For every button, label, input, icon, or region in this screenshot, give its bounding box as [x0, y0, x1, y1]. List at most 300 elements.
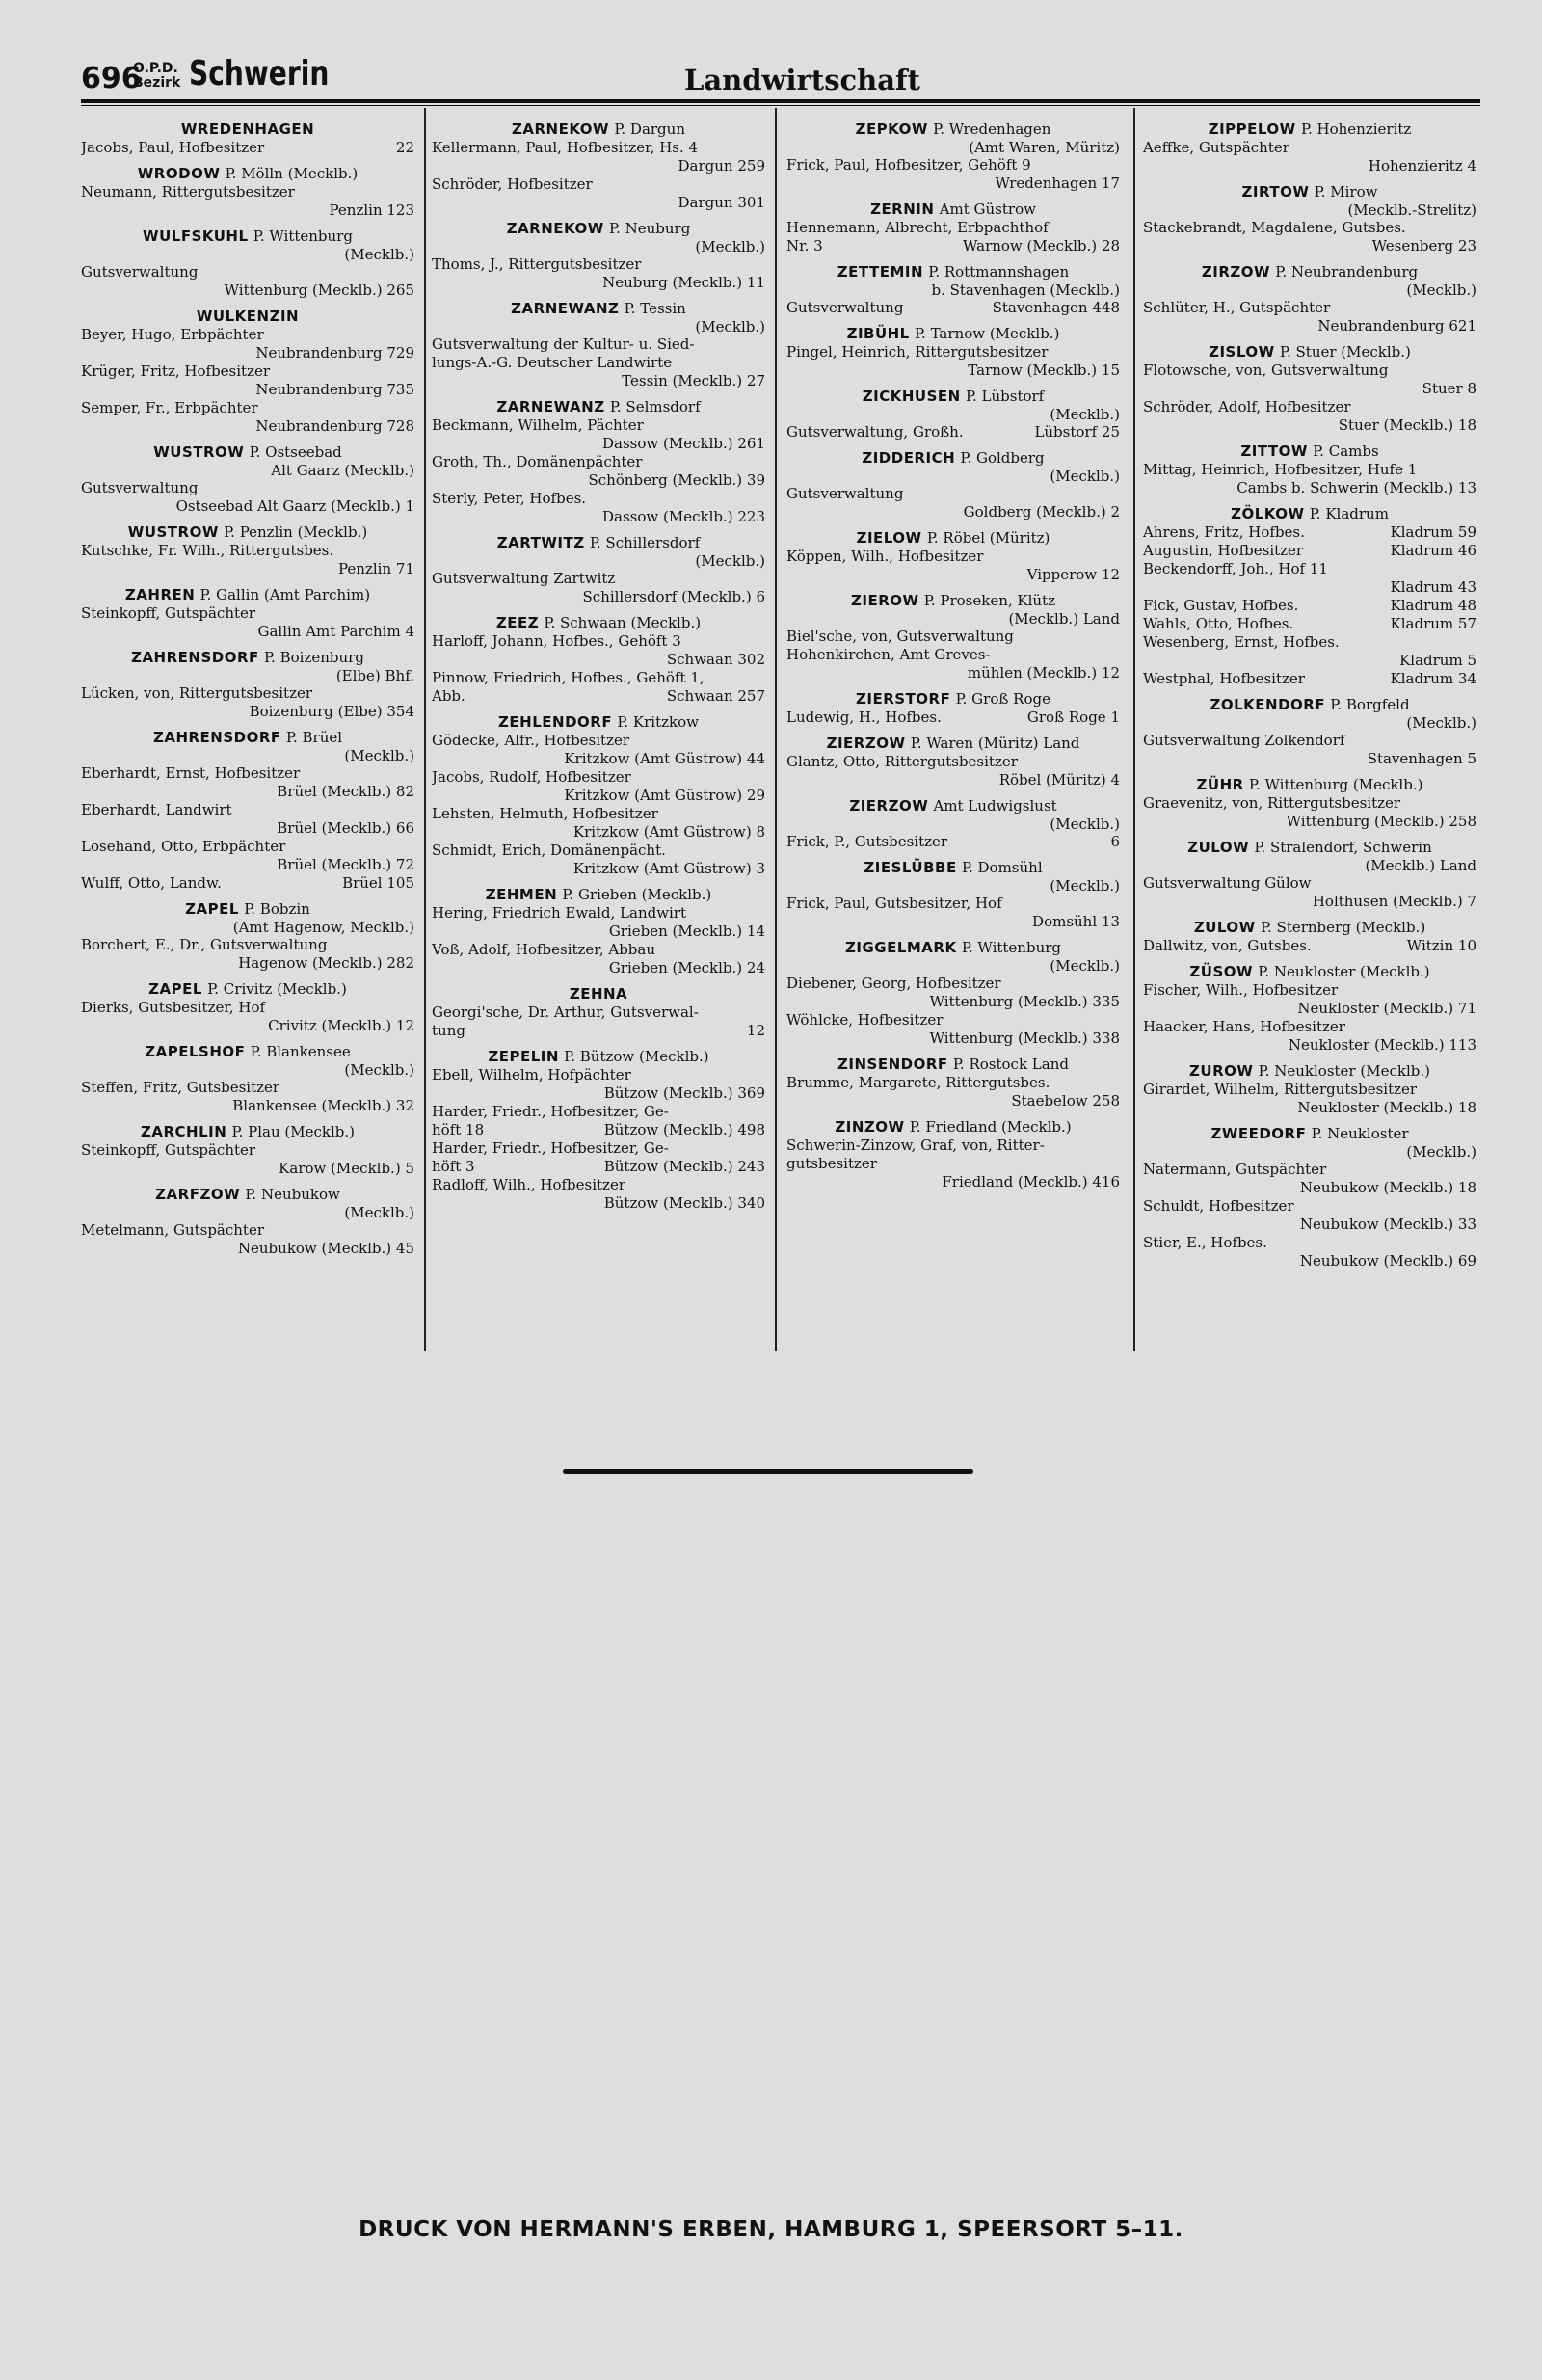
- place-name: ZARNEKOW: [512, 120, 610, 138]
- directory-entry: [786, 797, 1120, 851]
- place-name: ZIGGELMARK: [844, 939, 957, 956]
- directory-column-4: [1143, 118, 1476, 1278]
- place-name: ZAPEL: [185, 900, 239, 918]
- entry-phone: Warnow (Mecklb.) 28: [963, 237, 1120, 254]
- place-name: ZEHLENDORF: [498, 713, 613, 731]
- place-name: WULKENZIN: [196, 308, 300, 325]
- entry-location: Neubukow (Mecklb.) 18: [1299, 1179, 1476, 1196]
- place-name: ZIERSTORF: [856, 690, 951, 708]
- entry-location: Kritzkow (Amt Güstrow) 8: [572, 823, 765, 841]
- directory-entry: [786, 690, 1120, 727]
- place-name: ZINSENDORF: [837, 1056, 948, 1073]
- entry-phone: Groß Roge 1: [1026, 709, 1120, 726]
- entry-holder: Hering, Friedrich Ewald, Landwirt: [432, 904, 687, 922]
- entry-location: Holthusen (Mecklb.) 7: [1312, 893, 1476, 910]
- directory-entry: [81, 729, 414, 893]
- entry-location: Vipperow 12: [1026, 566, 1120, 583]
- end-rule: [563, 1469, 973, 1474]
- place-heading: [432, 1048, 765, 1066]
- post-office-continued: (Elbe) Bhf.: [335, 667, 414, 684]
- directory-entry: [1143, 505, 1476, 688]
- entry-location: Gallin Amt Parchim 4: [257, 623, 414, 640]
- directory-entry: [1143, 963, 1476, 1055]
- entry-line: [1143, 523, 1476, 542]
- place-name: ZIELOW: [856, 529, 922, 547]
- post-office: P. Neubrandenburg: [1275, 263, 1419, 281]
- directory-entry: [81, 586, 414, 641]
- post-office: P. Hohenzieritz: [1300, 120, 1412, 138]
- place-name: WULFSKUHL: [143, 227, 249, 245]
- post-office: P. Kladrum: [1309, 505, 1389, 522]
- entry-holder: Schuldt, Hofbesitzer: [1143, 1197, 1294, 1215]
- entry-location: Neubukow (Mecklb.) 33: [1299, 1216, 1476, 1233]
- entry-holder: Dallwitz, von, Gutsbes.: [1143, 937, 1312, 954]
- entry-line: [81, 874, 414, 893]
- entry-location: Schwaan 302: [666, 651, 765, 668]
- entry-line: [432, 687, 765, 706]
- entry-line: [786, 709, 1120, 727]
- entry-location: Neubukow (Mecklb.) 69: [1299, 1252, 1476, 1270]
- place-heading: [1143, 183, 1476, 201]
- post-office: Amt Ludwigslust: [933, 797, 1057, 815]
- entry-holder: lungs-A.-G. Deutscher Landwirte: [432, 354, 673, 371]
- entry-location: Grieben (Mecklb.) 14: [608, 923, 765, 940]
- entry-location: Grieben (Mecklb.) 24: [608, 959, 765, 976]
- directory-entry: [1143, 183, 1476, 255]
- entry-line: [1143, 670, 1476, 688]
- post-office-continued: (Amt Waren, Müritz): [969, 139, 1120, 156]
- place-name: ZEPKOW: [855, 120, 928, 138]
- place-name: ZIPPELOW: [1208, 120, 1296, 138]
- column-divider: [775, 108, 777, 1351]
- entry-holder: Ludewig, H., Hofbes.: [786, 709, 942, 726]
- post-office: P. Sternberg (Mecklb.): [1260, 919, 1426, 936]
- directory-entry: [786, 201, 1120, 255]
- entry-location: Kritzkow (Amt Güstrow) 29: [564, 787, 765, 804]
- entry-line: [1143, 597, 1476, 615]
- entry-line: [81, 139, 414, 157]
- place-heading: [1143, 839, 1476, 857]
- district-name: Schwerin: [189, 54, 330, 94]
- place-heading: [432, 713, 765, 732]
- post-office-continued: (Mecklb.): [695, 318, 765, 335]
- entry-holder: Fischer, Wilh., Hofbesitzer: [1143, 981, 1339, 999]
- entry-holder: Kellermann, Paul, Hofbesitzer, Hs. 4: [432, 139, 699, 156]
- entry-holder: Sterly, Peter, Hofbes.: [432, 490, 587, 507]
- directory-entry: [81, 308, 414, 436]
- post-office: P. Waren (Müritz) Land: [910, 735, 1080, 752]
- directory-entry: [81, 523, 414, 578]
- directory-entry: [786, 325, 1120, 380]
- post-office-continued: (Mecklb.): [344, 747, 414, 764]
- post-office: P. Wittenburg: [961, 939, 1061, 956]
- opd-bezirk-label: [133, 62, 180, 91]
- place-name: ZICKHUSEN: [862, 388, 961, 405]
- post-office: P. Rottmannshagen: [928, 263, 1070, 281]
- directory-entry: [1143, 1125, 1476, 1270]
- place-heading: [786, 735, 1120, 753]
- post-office: P. Neukloster (Mecklb.): [1258, 1062, 1430, 1080]
- place-heading: [81, 1123, 414, 1141]
- place-name: ZARNEKOW: [506, 220, 604, 237]
- directory-entry: [1143, 839, 1476, 911]
- post-office-continued: (Mecklb.): [1406, 1143, 1476, 1161]
- entry-location: Friedland (Mecklb.) 416: [942, 1173, 1120, 1190]
- entry-holder: Natermann, Gutspächter: [1143, 1161, 1327, 1178]
- post-office-continued: (Mecklb.): [1050, 957, 1120, 975]
- entry-holder: Gutsverwaltung der Kultur- u. Sied-: [432, 335, 695, 353]
- entry-holder: Metelmann, Gutspächter: [81, 1221, 265, 1239]
- directory-entry: [786, 859, 1120, 931]
- place-heading: [432, 398, 765, 416]
- place-heading: [432, 534, 765, 552]
- entry-location: Kladrum 43: [1390, 578, 1476, 596]
- place-heading: [432, 220, 765, 238]
- entry-location: Neubrandenburg 621: [1317, 317, 1476, 334]
- entry-phone: Bützow (Mecklb.) 243: [603, 1158, 765, 1175]
- entry-location: Wittenburg (Mecklb.) 338: [929, 1030, 1120, 1047]
- entry-location: Röbel (Müritz) 4: [998, 771, 1120, 789]
- directory-entry: [432, 985, 765, 1040]
- post-office: P. Wredenhagen: [933, 120, 1051, 138]
- post-office-continued: (Mecklb.) Land: [1365, 857, 1476, 874]
- post-office: P. Stuer (Mecklb.): [1279, 343, 1411, 361]
- place-name: ZARTWITZ: [496, 534, 585, 551]
- post-office-continued: (Mecklb.): [344, 1061, 414, 1079]
- printer-imprint: DRUCK VON HERMANN'S ERBEN, HAMBURG 1, SPEERSORT 5–11.: [359, 2217, 1183, 2242]
- directory-column-3: [786, 118, 1120, 1199]
- place-name: ZAHREN: [124, 586, 196, 603]
- place-heading: [432, 614, 765, 632]
- post-office: P. Wittenburg: [253, 227, 353, 245]
- post-office: P. Selmsdorf: [609, 398, 701, 415]
- place-name: ZEEZ: [495, 614, 540, 631]
- place-name: ZULOW: [1187, 839, 1250, 856]
- directory-entry: [786, 120, 1120, 193]
- entry-location: Karow (Mecklb.) 5: [279, 1160, 414, 1177]
- place-name: ZARNEWANZ: [511, 300, 620, 317]
- place-heading: [786, 797, 1120, 816]
- entry-holder: Augustin, Hofbesitzer: [1143, 542, 1304, 559]
- entry-phone: Kladrum 48: [1390, 597, 1476, 614]
- place-heading: [786, 1056, 1120, 1074]
- place-heading: [1143, 120, 1476, 139]
- entry-holder: Wulff, Otto, Landw.: [81, 874, 222, 892]
- entry-phone: Kladrum 59: [1390, 523, 1476, 541]
- entry-location: Dassow (Mecklb.) 261: [602, 435, 765, 452]
- entry-holder: Jacobs, Paul, Hofbesitzer: [81, 139, 265, 156]
- directory-entry: [432, 1048, 765, 1213]
- post-office: P. Neuburg: [609, 220, 691, 237]
- post-office: P. Goldberg: [960, 449, 1045, 467]
- directory-entry: [1143, 263, 1476, 335]
- place-name: ZAPELSHOF: [145, 1043, 246, 1060]
- place-heading: [786, 690, 1120, 709]
- entry-holder: Eberhardt, Landwirt: [81, 801, 232, 818]
- entry-location: Wesenberg 23: [1371, 237, 1476, 254]
- entry-holder: Gutsverwaltung Zolkendorf: [1143, 732, 1345, 749]
- directory-entry: [1143, 442, 1476, 497]
- post-office-continued: (Mecklb.): [1050, 406, 1120, 423]
- entry-holder: Girardet, Wilhelm, Rittergutsbesitzer: [1143, 1081, 1418, 1098]
- place-heading: [786, 592, 1120, 610]
- place-name: ZIRZOW: [1201, 263, 1271, 281]
- entry-holder: Jacobs, Rudolf, Hofbesitzer: [432, 768, 631, 786]
- entry-location: Stuer (Mecklb.) 18: [1338, 416, 1476, 434]
- post-office: P. Ostseebad: [249, 443, 342, 461]
- entry-holder: Köppen, Wilh., Hofbesitzer: [786, 548, 984, 565]
- entry-holder: Pinnow, Friedrich, Hofbes., Gehöft 1,: [432, 669, 705, 686]
- post-office-continued: (Mecklb.): [344, 1204, 414, 1221]
- place-name: ZAHRENSDORF: [152, 729, 281, 746]
- entry-line: [432, 1121, 765, 1139]
- entry-holder: Fick, Gustav, Hofbes.: [1143, 597, 1299, 614]
- directory-entry: [786, 592, 1120, 682]
- post-office-continued: b. Stavenhagen (Mecklb.): [931, 281, 1120, 299]
- entry-location: Wittenburg (Mecklb.) 258: [1286, 813, 1476, 830]
- entry-holder: Gutsverwaltung Zartwitz: [432, 570, 616, 587]
- place-heading: [1143, 696, 1476, 714]
- place-name: ZIRTOW: [1241, 183, 1310, 201]
- entry-holder: Flotowsche, von, Gutsverwaltung: [1143, 361, 1389, 379]
- place-heading: [1143, 1062, 1476, 1081]
- entry-holder: Eberhardt, Ernst, Hofbesitzer: [81, 764, 301, 782]
- entry-holder: Schlüter, H., Gutspächter: [1143, 299, 1331, 316]
- directory-entry: [81, 1043, 414, 1115]
- place-name: ZAPEL: [148, 980, 202, 998]
- entry-holder: Gödecke, Alfr., Hofbesitzer: [432, 732, 630, 749]
- post-office: P. Rostock Land: [952, 1056, 1069, 1073]
- post-office: P. Neubukow: [245, 1186, 340, 1203]
- directory-entry: [1143, 696, 1476, 768]
- directory-entry: [786, 529, 1120, 584]
- entry-holder: Schröder, Hofbesitzer: [432, 175, 593, 193]
- post-office: P. Tarnow (Mecklb.): [914, 325, 1060, 342]
- entry-location: Neubrandenburg 735: [255, 381, 414, 398]
- place-name: ZAHRENSDORF: [131, 649, 259, 666]
- entry-holder: Beckmann, Wilhelm, Pächter: [432, 416, 644, 434]
- entry-holder: Glantz, Otto, Rittergutsbesitzer: [786, 753, 1018, 770]
- entry-holder: Hennemann, Albrecht, Erbpachthof: [786, 219, 1049, 236]
- directory-entry: [81, 900, 414, 973]
- entry-location: Stuer 8: [1422, 380, 1476, 397]
- entry-holder: Wahls, Otto, Hofbes.: [1143, 615, 1294, 632]
- directory-entry: [1143, 1062, 1476, 1117]
- entry-location: Crivitz (Mecklb.) 12: [268, 1017, 414, 1034]
- entry-location: Brüel (Mecklb.) 72: [277, 856, 414, 873]
- entry-holder: Harloff, Johann, Hofbes., Gehöft 3: [432, 632, 681, 650]
- place-heading: [786, 325, 1120, 343]
- entry-location: Neukloster (Mecklb.) 113: [1288, 1036, 1476, 1054]
- directory-entry: [432, 614, 765, 706]
- entry-holder: Gutsverwaltung: [81, 479, 199, 496]
- entry-holder: Gutsverwaltung: [81, 263, 199, 281]
- directory-entry: [432, 120, 765, 212]
- entry-line: [1143, 615, 1476, 633]
- entry-holder: Gutsverwaltung: [786, 485, 904, 502]
- post-office: P. Kritzkow: [617, 713, 699, 731]
- post-office: P. Penzlin (Mecklb.): [224, 523, 368, 541]
- entry-phone: Kladrum 57: [1390, 615, 1476, 632]
- entry-holder: Stackebrandt, Magdalene, Gutsbes.: [1143, 219, 1406, 236]
- place-heading: [81, 1186, 414, 1204]
- post-office: P. Bobzin: [244, 900, 310, 918]
- place-name: ZWEEDORF: [1210, 1125, 1307, 1142]
- directory-entry: [786, 263, 1120, 317]
- entry-holder: Graevenitz, von, Rittergutsbesitzer: [1143, 794, 1401, 812]
- place-heading: [1143, 505, 1476, 523]
- place-heading: [786, 201, 1120, 219]
- place-name: ZÜHR: [1196, 776, 1244, 793]
- entry-line: [432, 1158, 765, 1176]
- entry-holder: Ebell, Wilhelm, Hofpächter: [432, 1066, 631, 1083]
- directory-entry: [432, 398, 765, 526]
- directory-column-1: [81, 118, 414, 1266]
- entry-phone: 12: [746, 1022, 765, 1039]
- directory-entry: [786, 939, 1120, 1048]
- entry-holder: Losehand, Otto, Erbpächter: [81, 838, 286, 855]
- place-heading: [786, 449, 1120, 468]
- entry-holder: Harder, Friedr., Hofbesitzer, Ge-: [432, 1139, 669, 1157]
- post-office: P. Groß Roge: [955, 690, 1050, 708]
- place-heading: [81, 586, 414, 604]
- post-office: P. Mirow: [1314, 183, 1378, 201]
- entry-holder: Aeffke, Gutspächter: [1143, 139, 1289, 156]
- entry-location: Schillersdorf (Mecklb.) 6: [582, 588, 765, 605]
- directory-entry: [1143, 343, 1476, 435]
- header-rule-thin: [81, 105, 1480, 106]
- directory-entry: [1143, 919, 1476, 955]
- directory-entry: [432, 300, 765, 390]
- entry-location: Goldberg (Mecklb.) 2: [963, 503, 1120, 521]
- post-office-continued: Alt Gaarz (Mecklb.): [271, 462, 414, 479]
- place-heading: [786, 120, 1120, 139]
- place-heading: [81, 649, 414, 667]
- place-name: ZIDDERICH: [862, 449, 956, 467]
- entry-location: Hagenow (Mecklb.) 282: [238, 954, 414, 972]
- entry-location: Dargun 301: [678, 194, 765, 211]
- entry-holder: Beyer, Hugo, Erbpächter: [81, 326, 264, 343]
- entry-holder: Schwerin-Zinzow, Graf, von, Ritter-: [786, 1137, 1045, 1154]
- post-office: Amt Güstrow: [939, 201, 1036, 218]
- page-number: 696: [81, 62, 142, 95]
- entry-holder: Nr. 3: [786, 237, 823, 254]
- directory-entry: [1143, 120, 1476, 175]
- entry-holder: Abb.: [432, 687, 465, 705]
- entry-holder: Semper, Fr., Erbpächter: [81, 399, 258, 416]
- post-office: P. Gallin (Amt Parchim): [199, 586, 371, 603]
- entry-line: [1143, 937, 1476, 955]
- entry-phone: Witzin 10: [1406, 937, 1476, 954]
- entry-holder: Voß, Adolf, Hofbesitzer, Abbau: [432, 941, 656, 958]
- post-office: P. Boizenburg: [264, 649, 364, 666]
- entry-phone: Kladrum 34: [1390, 670, 1476, 687]
- directory-entry: [81, 649, 414, 721]
- entry-holder: Krüger, Fritz, Hofbesitzer: [81, 362, 271, 380]
- entry-phone: Schwaan 257: [666, 687, 765, 705]
- entry-location: Blankensee (Mecklb.) 32: [232, 1097, 414, 1114]
- post-office-continued: (Mecklb.): [695, 552, 765, 570]
- place-name: ZÖLKOW: [1231, 505, 1305, 522]
- place-heading: [81, 523, 414, 542]
- place-name: ZULOW: [1193, 919, 1256, 936]
- directory-entry: [786, 1118, 1120, 1191]
- entry-holder: Frick, P., Gutsbesitzer: [786, 833, 948, 850]
- entry-location: Dargun 259: [678, 157, 765, 174]
- place-heading: [786, 1118, 1120, 1137]
- directory-entry: [432, 713, 765, 878]
- entry-holder: Schmidt, Erich, Domänenpächt.: [432, 842, 666, 859]
- entry-holder: Dierks, Gutsbesitzer, Hof: [81, 999, 266, 1016]
- entry-location: Cambs b. Schwerin (Mecklb.) 13: [1236, 479, 1476, 496]
- post-office: P. Neukloster (Mecklb.): [1258, 963, 1430, 980]
- entry-location: Domsühl 13: [1032, 913, 1120, 930]
- entry-holder: Frick, Paul, Gutsbesitzer, Hof: [786, 895, 1002, 912]
- entry-location: Bützow (Mecklb.) 369: [603, 1084, 765, 1102]
- post-office: P. Mölln (Mecklb.): [225, 165, 359, 182]
- entry-phone: 6: [1110, 833, 1120, 850]
- entry-location: Neukloster (Mecklb.) 71: [1297, 1000, 1476, 1017]
- entry-holder: Westphal, Hofbesitzer: [1143, 670, 1305, 687]
- place-name: ZEHNA: [569, 985, 628, 1003]
- entry-line: [786, 237, 1120, 255]
- entry-holder: Thoms, J., Rittergutsbesitzer: [432, 255, 642, 273]
- entry-location: Hohenzieritz 4: [1368, 157, 1476, 174]
- entry-holder: Neumann, Rittergutsbesitzer: [81, 183, 295, 201]
- entry-holder: Groth, Th., Domänenpächter: [432, 453, 643, 470]
- place-heading: [81, 165, 414, 183]
- place-heading: [81, 900, 414, 919]
- entry-holder: Stier, E., Hofbes.: [1143, 1234, 1267, 1251]
- entry-location: Neuburg (Mecklb.) 11: [602, 274, 765, 291]
- post-office-continued: (Mecklb.): [344, 246, 414, 263]
- post-office: P. Brüel: [285, 729, 343, 746]
- entry-location: Wittenburg (Mecklb.) 335: [929, 993, 1120, 1010]
- directory-entry: [432, 534, 765, 606]
- directory-entry: [81, 1186, 414, 1258]
- entry-location: Kladrum 5: [1399, 652, 1476, 669]
- entry-location: Staebelow 258: [1011, 1092, 1120, 1110]
- post-office: P. Dargun: [614, 120, 685, 138]
- entry-holder: Hohenkirchen, Amt Greves-: [786, 646, 991, 663]
- place-name: ZIBÜHL: [846, 325, 910, 342]
- post-office-continued: (Mecklb.): [1406, 281, 1476, 299]
- entry-location: mühlen (Mecklb.) 12: [967, 664, 1120, 682]
- directory-column-2: [432, 118, 765, 1220]
- entry-location: Kritzkow (Amt Güstrow) 44: [564, 750, 765, 767]
- directory-entry: [81, 443, 414, 516]
- directory-entry: [81, 120, 414, 157]
- entry-location: Brüel (Mecklb.) 82: [277, 783, 414, 800]
- directory-entry: [786, 449, 1120, 521]
- post-office: P. Blankensee: [250, 1043, 351, 1060]
- post-office-continued: (Mecklb.-Strelitz): [1347, 201, 1476, 219]
- place-name: ZIERZOW: [826, 735, 906, 752]
- entry-location: Neubukow (Mecklb.) 45: [237, 1240, 414, 1257]
- entry-line: [1143, 542, 1476, 560]
- entry-holder: Schröder, Adolf, Hofbesitzer: [1143, 398, 1351, 415]
- place-name: ZOLKENDORF: [1210, 696, 1326, 713]
- post-office: P. Bützow (Mecklb.): [564, 1048, 709, 1065]
- entry-location: Bützow (Mecklb.) 340: [603, 1194, 765, 1212]
- directory-entry: [81, 227, 414, 300]
- entry-phone: Stavenhagen 448: [992, 299, 1120, 316]
- entry-line: [432, 1022, 765, 1040]
- entry-holder: Frick, Paul, Hofbesitzer, Gehöft 9: [786, 156, 1031, 174]
- opd-label: O.P.D.: [133, 61, 178, 76]
- post-office: P. Proseken, Klütz: [923, 592, 1055, 609]
- entry-holder: Gutsverwaltung, Großh.: [786, 423, 964, 441]
